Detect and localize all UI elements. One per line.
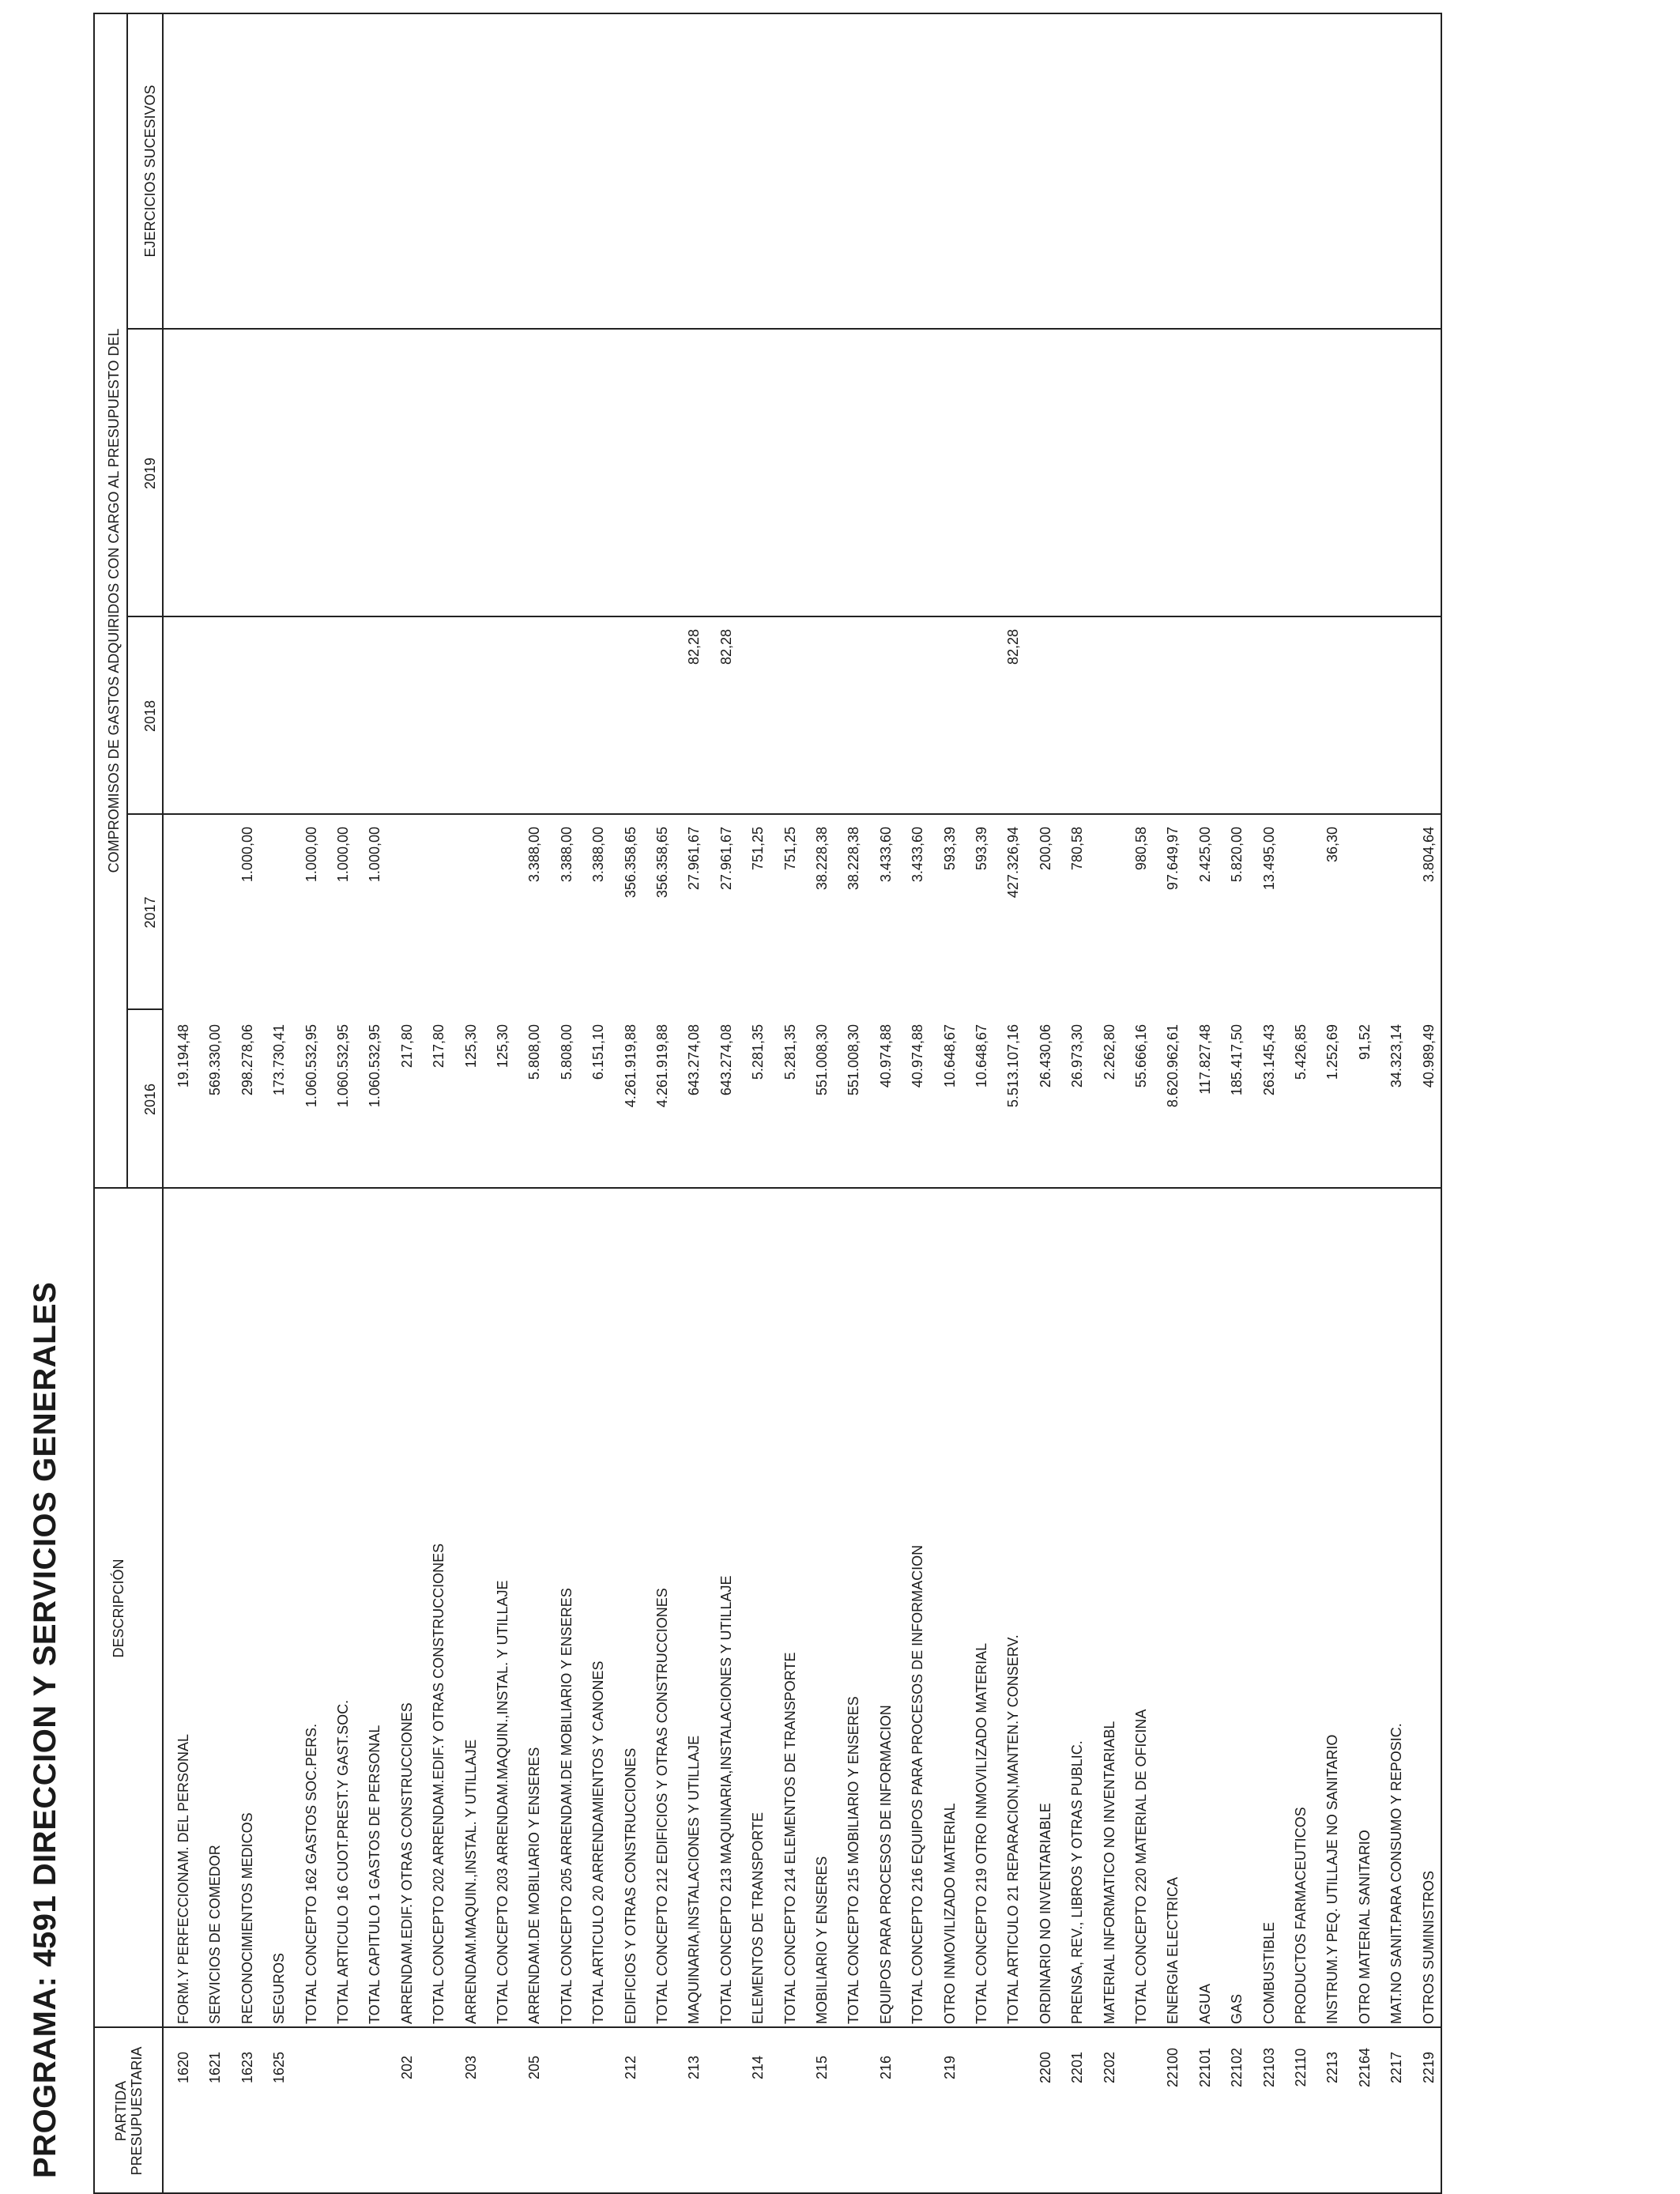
partida-code: 22101 (1196, 2047, 1213, 2088)
amount-2017: 2.425,00 (1196, 827, 1213, 883)
amount-2016: 217,80 (431, 1024, 447, 1069)
table-row (1155, 13, 1187, 2194)
table-row (1379, 13, 1411, 2194)
header-descripcion: DESCRIPCIÓN (111, 1559, 126, 1658)
description: TOTAL CONCEPTO 216 EQUIPOS PARA PROCESOS DE INFORMACION (910, 1544, 926, 2024)
table-row (1028, 13, 1060, 2194)
table-row (581, 13, 612, 2194)
description: INSTRUM.Y PEQ. UTILLAJE NO SANITARIO (1324, 1734, 1341, 2024)
description: OTRO INMOVILIZADO MATERIAL (941, 1803, 958, 2024)
amount-2016: 298.278,06 (239, 1024, 255, 1096)
description: ARRENDAM.DE MOBILIARIO Y ENSERES (526, 1747, 543, 2024)
amount-2016: 185.417,50 (1229, 1024, 1245, 1096)
amount-2016: 173.730,41 (271, 1024, 288, 1096)
table-row (676, 13, 708, 2194)
table-row (517, 13, 548, 2194)
amount-2016: 5.281,35 (750, 1024, 767, 1080)
description: TOTAL CONCEPTO 219 OTRO INMOVILIZADO MATERIAL (974, 1642, 989, 2024)
amount-2016: 4.261.919,88 (622, 1024, 638, 1108)
amount-2016: 5.808,00 (558, 1024, 574, 1080)
amount-2017: 3.388,00 (526, 827, 543, 883)
amount-2016: 551.008,30 (814, 1024, 830, 1096)
table-row (485, 13, 517, 2194)
table-row (1124, 13, 1155, 2194)
description: TOTAL CAPITULO 1 GASTOS DE PERSONAL (367, 1725, 383, 2024)
description: TOTAL CONCEPTO 212 EDIFICIOS Y OTRAS CONSTRUCCIONES (654, 1588, 670, 2024)
amount-2017: 3.388,00 (590, 827, 607, 883)
description: TOTAL ARTICULO 20 ARRENDAMIENTOS Y CANONES (590, 1661, 607, 2024)
table-row (421, 13, 453, 2194)
amount-2017: 3.388,00 (558, 827, 574, 883)
table-row (454, 13, 485, 2194)
description: TOTAL CONCEPTO 205 ARRENDAM.DE MOBILIARIO Y ENSERES (558, 1588, 574, 2024)
table-row (230, 13, 262, 2194)
partida-code: 2219 (1420, 2051, 1437, 2084)
partida-code: 22103 (1260, 2047, 1277, 2088)
description: MAQUINARIA,INSTALACIONES Y UTILLAJE (686, 1735, 703, 2024)
table-row (1315, 13, 1347, 2194)
table-row (326, 13, 357, 2194)
amount-2017: 1.000,00 (239, 827, 255, 883)
description: EQUIPOS PARA PROCESOS DE INFORMACION (877, 1705, 894, 2024)
table-row (740, 13, 772, 2194)
description: TOTAL CONCEPTO 213 MAQUINARIA,INSTALACIONES Y UTILLAJE (718, 1575, 734, 2024)
table-row (1411, 13, 1443, 2194)
partida-code: 216 (877, 2055, 894, 2080)
amount-2016: 117.827,48 (1196, 1024, 1213, 1095)
description: SERVICIOS DE COMEDOR (207, 1845, 224, 2024)
amount-2016: 6.151,10 (590, 1024, 607, 1080)
amount-2017: 38.228,38 (814, 827, 830, 891)
description: AGUA (1196, 1983, 1213, 2024)
table-row (804, 13, 836, 2194)
amount-2016: 125,30 (495, 1024, 510, 1069)
amount-2017: 980,58 (1133, 827, 1149, 871)
partida-code: 2201 (1069, 2051, 1086, 2084)
header-subdivider (126, 13, 128, 1189)
amount-2017: 356.358,65 (654, 827, 670, 899)
table-row (390, 13, 421, 2194)
amount-2016: 4.261.919,88 (654, 1024, 670, 1108)
description: TOTAL CONCEPTO 202 ARRENDAM.EDIF.Y OTRAS CONSTRUCCIONES (431, 1543, 447, 2024)
table-row (1252, 13, 1283, 2194)
header-year-2017: 2017 (142, 896, 158, 929)
amount-2016: 91,52 (1356, 1024, 1373, 1061)
partida-code: 22110 (1293, 2048, 1309, 2087)
partida-code: 219 (941, 2055, 958, 2080)
table-row (836, 13, 868, 2194)
amount-2017: 27.961,67 (686, 827, 703, 891)
partida-code: 22164 (1356, 2047, 1373, 2088)
table-row (868, 13, 900, 2194)
table-row (1219, 13, 1251, 2194)
partida-code: 2213 (1324, 2051, 1341, 2084)
header-ejercicios-sucesivos: EJERCICIOS SUCESIVOS (142, 85, 158, 258)
amount-2016: 5.426,85 (1293, 1024, 1309, 1080)
table-row (1060, 13, 1091, 2194)
table-row (294, 13, 326, 2194)
partida-code: 212 (622, 2055, 638, 2080)
header-partida-line2: PRESUPUESTARIA (129, 2046, 145, 2176)
description: TOTAL CONCEPTO 215 MOBILIARIO Y ENSERES (846, 1696, 862, 2024)
amount-2018: 82,28 (686, 629, 703, 665)
amount-2016: 1.060.532,95 (367, 1024, 383, 1108)
description: TOTAL ARTICULO 16 CUOT.PREST.Y GAST.SOC. (335, 1699, 351, 2024)
page-title: PROGRAMA: 4591 DIRECCION Y SERVICIOS GENERALES (28, 1281, 62, 2178)
partida-code: 213 (686, 2055, 703, 2080)
amount-2016: 55.666,16 (1133, 1024, 1149, 1088)
description: ELEMENTOS DE TRANSPORTE (750, 1811, 767, 2024)
partida-code: 203 (462, 2055, 479, 2080)
amount-2016: 40.974,88 (877, 1024, 894, 1088)
header-year-2018: 2018 (142, 699, 158, 733)
amount-2016: 34.323,14 (1388, 1024, 1405, 1088)
table-row (613, 13, 645, 2194)
partida-code: 2200 (1037, 2051, 1053, 2084)
table-row (166, 13, 198, 2194)
amount-2017: 751,25 (782, 827, 798, 871)
amount-2016: 569.330,00 (207, 1024, 224, 1096)
table-row (964, 13, 996, 2194)
amount-2017: 1.000,00 (303, 827, 319, 883)
amount-2017: 5.820,00 (1229, 827, 1245, 883)
amount-2017: 27.961,67 (718, 827, 734, 891)
amount-2017: 97.649,97 (1165, 827, 1181, 891)
amount-2016: 125,30 (462, 1024, 479, 1069)
description: ORDINARIO NO INVENTARIABLE (1037, 1803, 1053, 2024)
amount-2017: 38.228,38 (846, 827, 862, 891)
partida-code: 1620 (175, 2051, 191, 2084)
amount-2016: 5.281,35 (782, 1024, 798, 1080)
amount-2016: 26.430,06 (1037, 1024, 1053, 1088)
amount-2017: 200,00 (1037, 827, 1053, 871)
amount-2017: 593,39 (941, 827, 958, 871)
table-row (900, 13, 932, 2194)
table-row (198, 13, 229, 2194)
table-top-border (93, 13, 95, 2194)
amount-2017: 13.495,00 (1260, 827, 1277, 891)
amount-2016: 217,80 (398, 1024, 415, 1069)
description: FORM.Y PERFECCIONAM. DEL PERSONAL (175, 1733, 191, 2024)
table-row (262, 13, 293, 2194)
description: ARRENDAM.MAQUIN.,INSTAL. Y UTILLAJE (462, 1739, 479, 2024)
amount-2017: 36,30 (1324, 827, 1341, 863)
description: TOTAL CONCEPTO 203 ARRENDAM.MAQUIN.,INSTAL. Y UTILLAJE (495, 1580, 510, 2024)
partida-code: 22102 (1229, 2047, 1245, 2088)
partida-code: 214 (750, 2055, 767, 2080)
amount-2016: 551.008,30 (846, 1024, 862, 1096)
amount-2016: 1.060.532,95 (335, 1024, 351, 1108)
partida-code: 202 (398, 2055, 415, 2080)
table-row (645, 13, 676, 2194)
amount-2017: 3.804,64 (1420, 827, 1437, 883)
amount-2017: 356.358,65 (622, 827, 638, 899)
description: ARRENDAM.EDIF.Y OTRAS CONSTRUCCIONES (398, 1702, 415, 2024)
amount-2016: 643.274,08 (686, 1024, 703, 1096)
description: EDIFICIOS Y OTRAS CONSTRUCCIONES (622, 1747, 638, 2024)
amount-2016: 26.973,30 (1069, 1024, 1086, 1088)
table-row (709, 13, 740, 2194)
description: PRODUCTOS FARMACEUTICOS (1293, 1807, 1309, 2024)
description: SEGUROS (271, 1952, 288, 2024)
description: ENERGIA ELECTRICA (1165, 1876, 1181, 2024)
amount-2016: 1.252,69 (1324, 1024, 1341, 1080)
amount-2017: 3.433,60 (877, 827, 894, 883)
amount-2016: 263.145,43 (1260, 1024, 1277, 1096)
amount-2016: 5.808,00 (526, 1024, 543, 1080)
amount-2017: 1.000,00 (367, 827, 383, 883)
partida-code: 2217 (1388, 2051, 1405, 2084)
partida-code: 2202 (1101, 2051, 1117, 2084)
description: TOTAL CONCEPTO 162 GASTOS SOC.PERS. (303, 1723, 319, 2024)
amount-2016: 40.989,49 (1420, 1024, 1437, 1088)
amount-2016: 8.620.962,61 (1165, 1024, 1181, 1108)
description: MOBILIARIO Y ENSERES (814, 1856, 830, 2024)
description: TOTAL ARTICULO 21 REPARACION,MANTEN.Y CONSERV. (1005, 1634, 1022, 2024)
description: RECONOCIMIENTOS MEDICOS (239, 1812, 255, 2024)
header-compromisos: COMPROMISOS DE GASTOS ADQUIRIDOS CON CARGO AL PRESUPUESTO DEL (106, 328, 122, 873)
header-partida-line1: PARTIDA (113, 2080, 129, 2142)
description: TOTAL CONCEPTO 220 MATERIAL DE OFICINA (1133, 1709, 1149, 2024)
header-bottom-border (162, 13, 164, 2194)
table-row (996, 13, 1027, 2194)
amount-2017: 3.433,60 (910, 827, 926, 883)
header-partida (113, 2028, 145, 2194)
partida-code: 1623 (239, 2051, 255, 2084)
table-row (1283, 13, 1315, 2194)
partida-code: 1625 (271, 2051, 288, 2084)
description: GAS (1229, 1993, 1245, 2024)
amount-2018: 82,28 (718, 629, 734, 665)
description: OTROS SUMINISTROS (1420, 1870, 1437, 2024)
amount-2016: 643.274,08 (718, 1024, 734, 1096)
table-row (1347, 13, 1379, 2194)
amount-2016: 40.974,88 (910, 1024, 926, 1088)
header-year-2016: 2016 (142, 1083, 158, 1116)
amount-2017: 751,25 (750, 827, 767, 871)
amount-2016: 5.513.107,16 (1005, 1024, 1022, 1108)
partida-code: 22100 (1165, 2047, 1181, 2088)
table-row (1188, 13, 1219, 2194)
amount-2017: 593,39 (974, 827, 989, 871)
description: TOTAL CONCEPTO 214 ELEMENTOS DE TRANSPORTE (782, 1652, 798, 2024)
amount-2017: 427.326,94 (1005, 827, 1022, 899)
table-row (549, 13, 581, 2194)
amount-2017: 1.000,00 (335, 827, 351, 883)
amount-2018: 82,28 (1005, 629, 1022, 665)
amount-2016: 19.194,48 (175, 1024, 191, 1088)
description: MATERIAL INFORMATICO NO INVENTARIABL (1101, 1721, 1117, 2024)
table-row (1092, 13, 1124, 2194)
amount-2016: 10.648,67 (941, 1024, 958, 1088)
description: COMBUSTIBLE (1260, 1921, 1277, 2024)
table-row (932, 13, 964, 2194)
description: PRENSA, REV., LIBROS Y OTRAS PUBLIC. (1069, 1740, 1086, 2024)
amount-2016: 2.262,80 (1101, 1024, 1117, 1080)
partida-code: 215 (814, 2055, 830, 2080)
amount-2016: 1.060.532,95 (303, 1024, 319, 1108)
table-row (773, 13, 804, 2194)
header-year-2019: 2019 (142, 457, 158, 490)
partida-code: 1621 (207, 2051, 224, 2084)
amount-2016: 10.648,67 (974, 1024, 989, 1088)
table-row (357, 13, 389, 2194)
partida-code: 205 (526, 2055, 543, 2080)
description: OTRO MATERIAL SANITARIO (1356, 1830, 1373, 2024)
description: MAT.NO SANIT.PARA CONSUMO Y REPOSIC. (1388, 1723, 1405, 2024)
amount-2017: 780,58 (1069, 827, 1086, 871)
